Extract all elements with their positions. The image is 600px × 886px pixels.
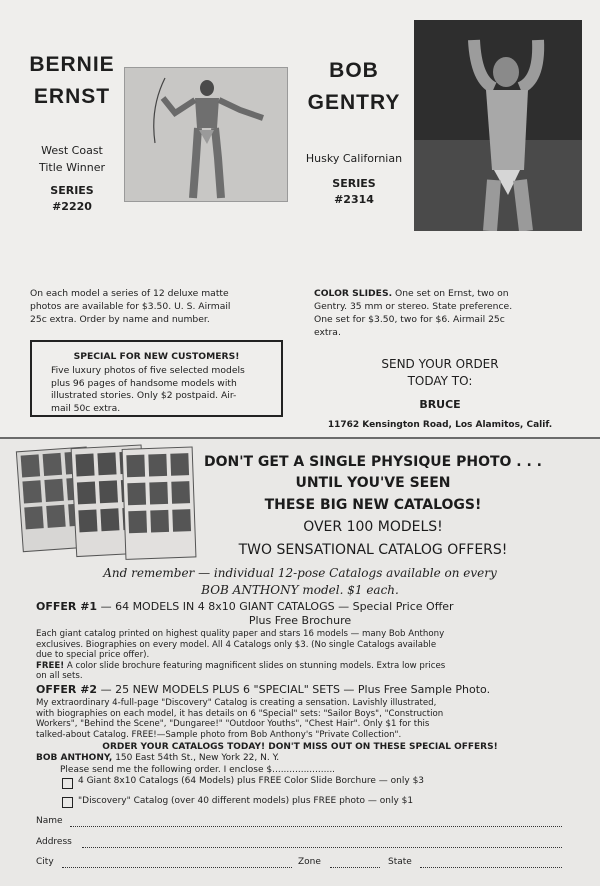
name-field[interactable]	[70, 826, 562, 827]
headline-line4: OVER 100 MODELS!	[303, 519, 443, 535]
city-label: City	[36, 857, 54, 867]
option2-checkbox[interactable]	[62, 797, 73, 808]
color-slides-text	[314, 287, 574, 339]
special-line4: mail 50c extra.	[51, 402, 121, 414]
address-field[interactable]	[82, 847, 562, 848]
state-field[interactable]	[420, 867, 562, 868]
offer2-body4: talked-about Catalog. FREE!—Sample photo from Bob Anthony's "Private Collection".	[36, 729, 402, 740]
special-line3: illustrated stories. Only $2 postpaid. Air-	[51, 390, 237, 401]
offer1-body1: Each giant catalog printed on highest quality paper and stars 16 models — many Bob Anthony	[36, 629, 445, 639]
left-model-last-name: ERNST	[33, 85, 111, 108]
send-order-address: 11762 Kensington Road, Los Alamitos, Calif.	[327, 420, 553, 430]
posing-man-figure	[125, 68, 287, 201]
offer1-label: OFFER #1	[36, 600, 98, 613]
name-label: Name	[36, 816, 63, 826]
right-model-series	[298, 176, 410, 208]
left-model-series-number: #2220	[52, 200, 92, 213]
photos-info-line2: photos are available for $3.50. U. S. Airmail	[30, 301, 231, 312]
left-model-desc-line2: Title Winner	[39, 161, 105, 174]
zone-field[interactable]	[330, 867, 380, 868]
catalogs-illustration	[14, 442, 200, 566]
send-order-name: BRUCE	[419, 398, 461, 411]
photos-info-line3: 25c extra. Order by name and number.	[30, 314, 210, 325]
photos-info-line1: On each model a series of 12 deluxe matte	[30, 288, 229, 299]
offer1-sub: Plus Free Brochure	[248, 614, 352, 627]
right-model-first-name: BOB	[329, 59, 379, 82]
flexing-man-figure	[414, 20, 582, 231]
offer2-body	[36, 698, 588, 740]
page-divider	[0, 437, 600, 439]
order-cta: ORDER YOUR CATALOGS TODAY! DON'T MISS OUT ON THESE SPECIAL OFFERS!	[102, 742, 498, 752]
offer1-body3: due to special price offer).	[36, 650, 150, 660]
photos-info-text	[30, 287, 300, 326]
special-offer-title: SPECIAL FOR NEW CUSTOMERS!	[73, 351, 240, 362]
headline-line5: TWO SENSATIONAL CATALOG OFFERS!	[238, 542, 508, 558]
order-company: BOB ANTHONY,	[36, 753, 113, 763]
order-company-line	[36, 752, 576, 764]
left-model-series-label: SERIES	[50, 184, 94, 197]
offer1-heading	[36, 600, 596, 614]
left-model-first-name: BERNIE	[29, 53, 115, 76]
stacked-catalogs-figure	[14, 442, 200, 566]
offer2-body1: My extraordinary 4-full-page "Discovery" Catalog is creating a sensation. Lavishly illustrated,	[36, 698, 437, 708]
headline-line3: THESE BIG NEW CATALOGS!	[264, 497, 482, 513]
right-model-description: Husky Californian	[305, 152, 403, 165]
color-slides-line4: extra.	[314, 327, 341, 338]
send-order-line2: TODAY TO:	[407, 374, 473, 388]
offer2-label: OFFER #2	[36, 683, 98, 696]
offer2-body3: Workers", "Behind the Scene", "Dungaree!" "Outdoor Youths", "Chest Hair". Only $1 for this	[36, 719, 430, 729]
offer1-body	[36, 629, 588, 682]
zone-label: Zone	[298, 857, 321, 867]
color-slides-line1: One set on Ernst, two on	[394, 288, 509, 299]
offer1-free1: A color slide brochure featuring magnificent slides on stunning models. Extra low prices	[66, 660, 446, 671]
option2-label: "Discovery" Catalog (over 40 different models) plus FREE photo — only $1	[78, 796, 414, 806]
offer1-text: — 64 MODELS IN 4 8x10 GIANT CATALOGS — Special Price Offer	[100, 600, 454, 613]
right-model-series-label: SERIES	[332, 177, 376, 190]
order-enclose: Please send me the following order. I enclose $......................	[60, 765, 336, 775]
right-model-last-name: GENTRY	[307, 91, 401, 114]
offer1-free-lead: FREE!	[36, 660, 65, 671]
color-slides-lead: COLOR SLIDES.	[314, 288, 393, 299]
send-order-line1: SEND YOUR ORDER	[381, 357, 499, 371]
headline-line2: UNTIL YOU'VE SEEN	[295, 475, 451, 491]
city-field[interactable]	[62, 867, 292, 868]
special-line1: Five luxury photos of five selected models	[51, 365, 245, 376]
left-model-desc-line1: West Coast	[41, 144, 103, 157]
offer2-body2: with biographies on each model, it has details on 6 "Special" sets: "Sailor Boys", "Construction	[36, 708, 444, 719]
color-slides-line3: One set for $3.50, two for $6. Airmail 25c	[314, 314, 505, 325]
color-slides-line2: Gentry. 35 mm or stereo. State preference.	[314, 301, 513, 312]
right-model-series-number: #2314	[334, 193, 374, 206]
remember-line1: And remember — individual 12-pose Catalogs available on every	[103, 566, 497, 580]
send-order-block	[300, 356, 580, 434]
option1-label: 4 Giant 8x10 Catalogs (64 Models) plus FREE Color Slide Borchure — only $3	[78, 776, 425, 786]
left-model-series	[22, 183, 122, 215]
left-model-description	[14, 142, 130, 176]
offer2-heading	[36, 683, 596, 697]
headline-line1: DON'T GET A SINGLE PHYSIQUE PHOTO . . .	[203, 454, 543, 470]
offer2-text: — 25 NEW MODELS PLUS 6 "SPECIAL" SETS — Plus Free Sample Photo.	[100, 683, 491, 696]
remember-line2: BOB ANTHONY model. $1 each.	[201, 583, 399, 597]
offer1-body2: exclusives. Biographies on every model. All 4 Catalogs only $3. (No single Catalogs available	[36, 639, 437, 650]
order-address: 150 East 54th St., New York 22, N. Y.	[115, 753, 280, 763]
bernie-ernst-photo	[124, 67, 288, 202]
offer1-free2: on all sets.	[36, 671, 83, 681]
address-label: Address	[36, 837, 72, 847]
state-label: State	[388, 857, 412, 867]
option1-checkbox[interactable]	[62, 778, 73, 789]
special-line2: plus 96 pages of handsome models with	[51, 377, 237, 389]
bob-gentry-photo	[414, 20, 582, 231]
special-offer-box	[30, 340, 283, 417]
